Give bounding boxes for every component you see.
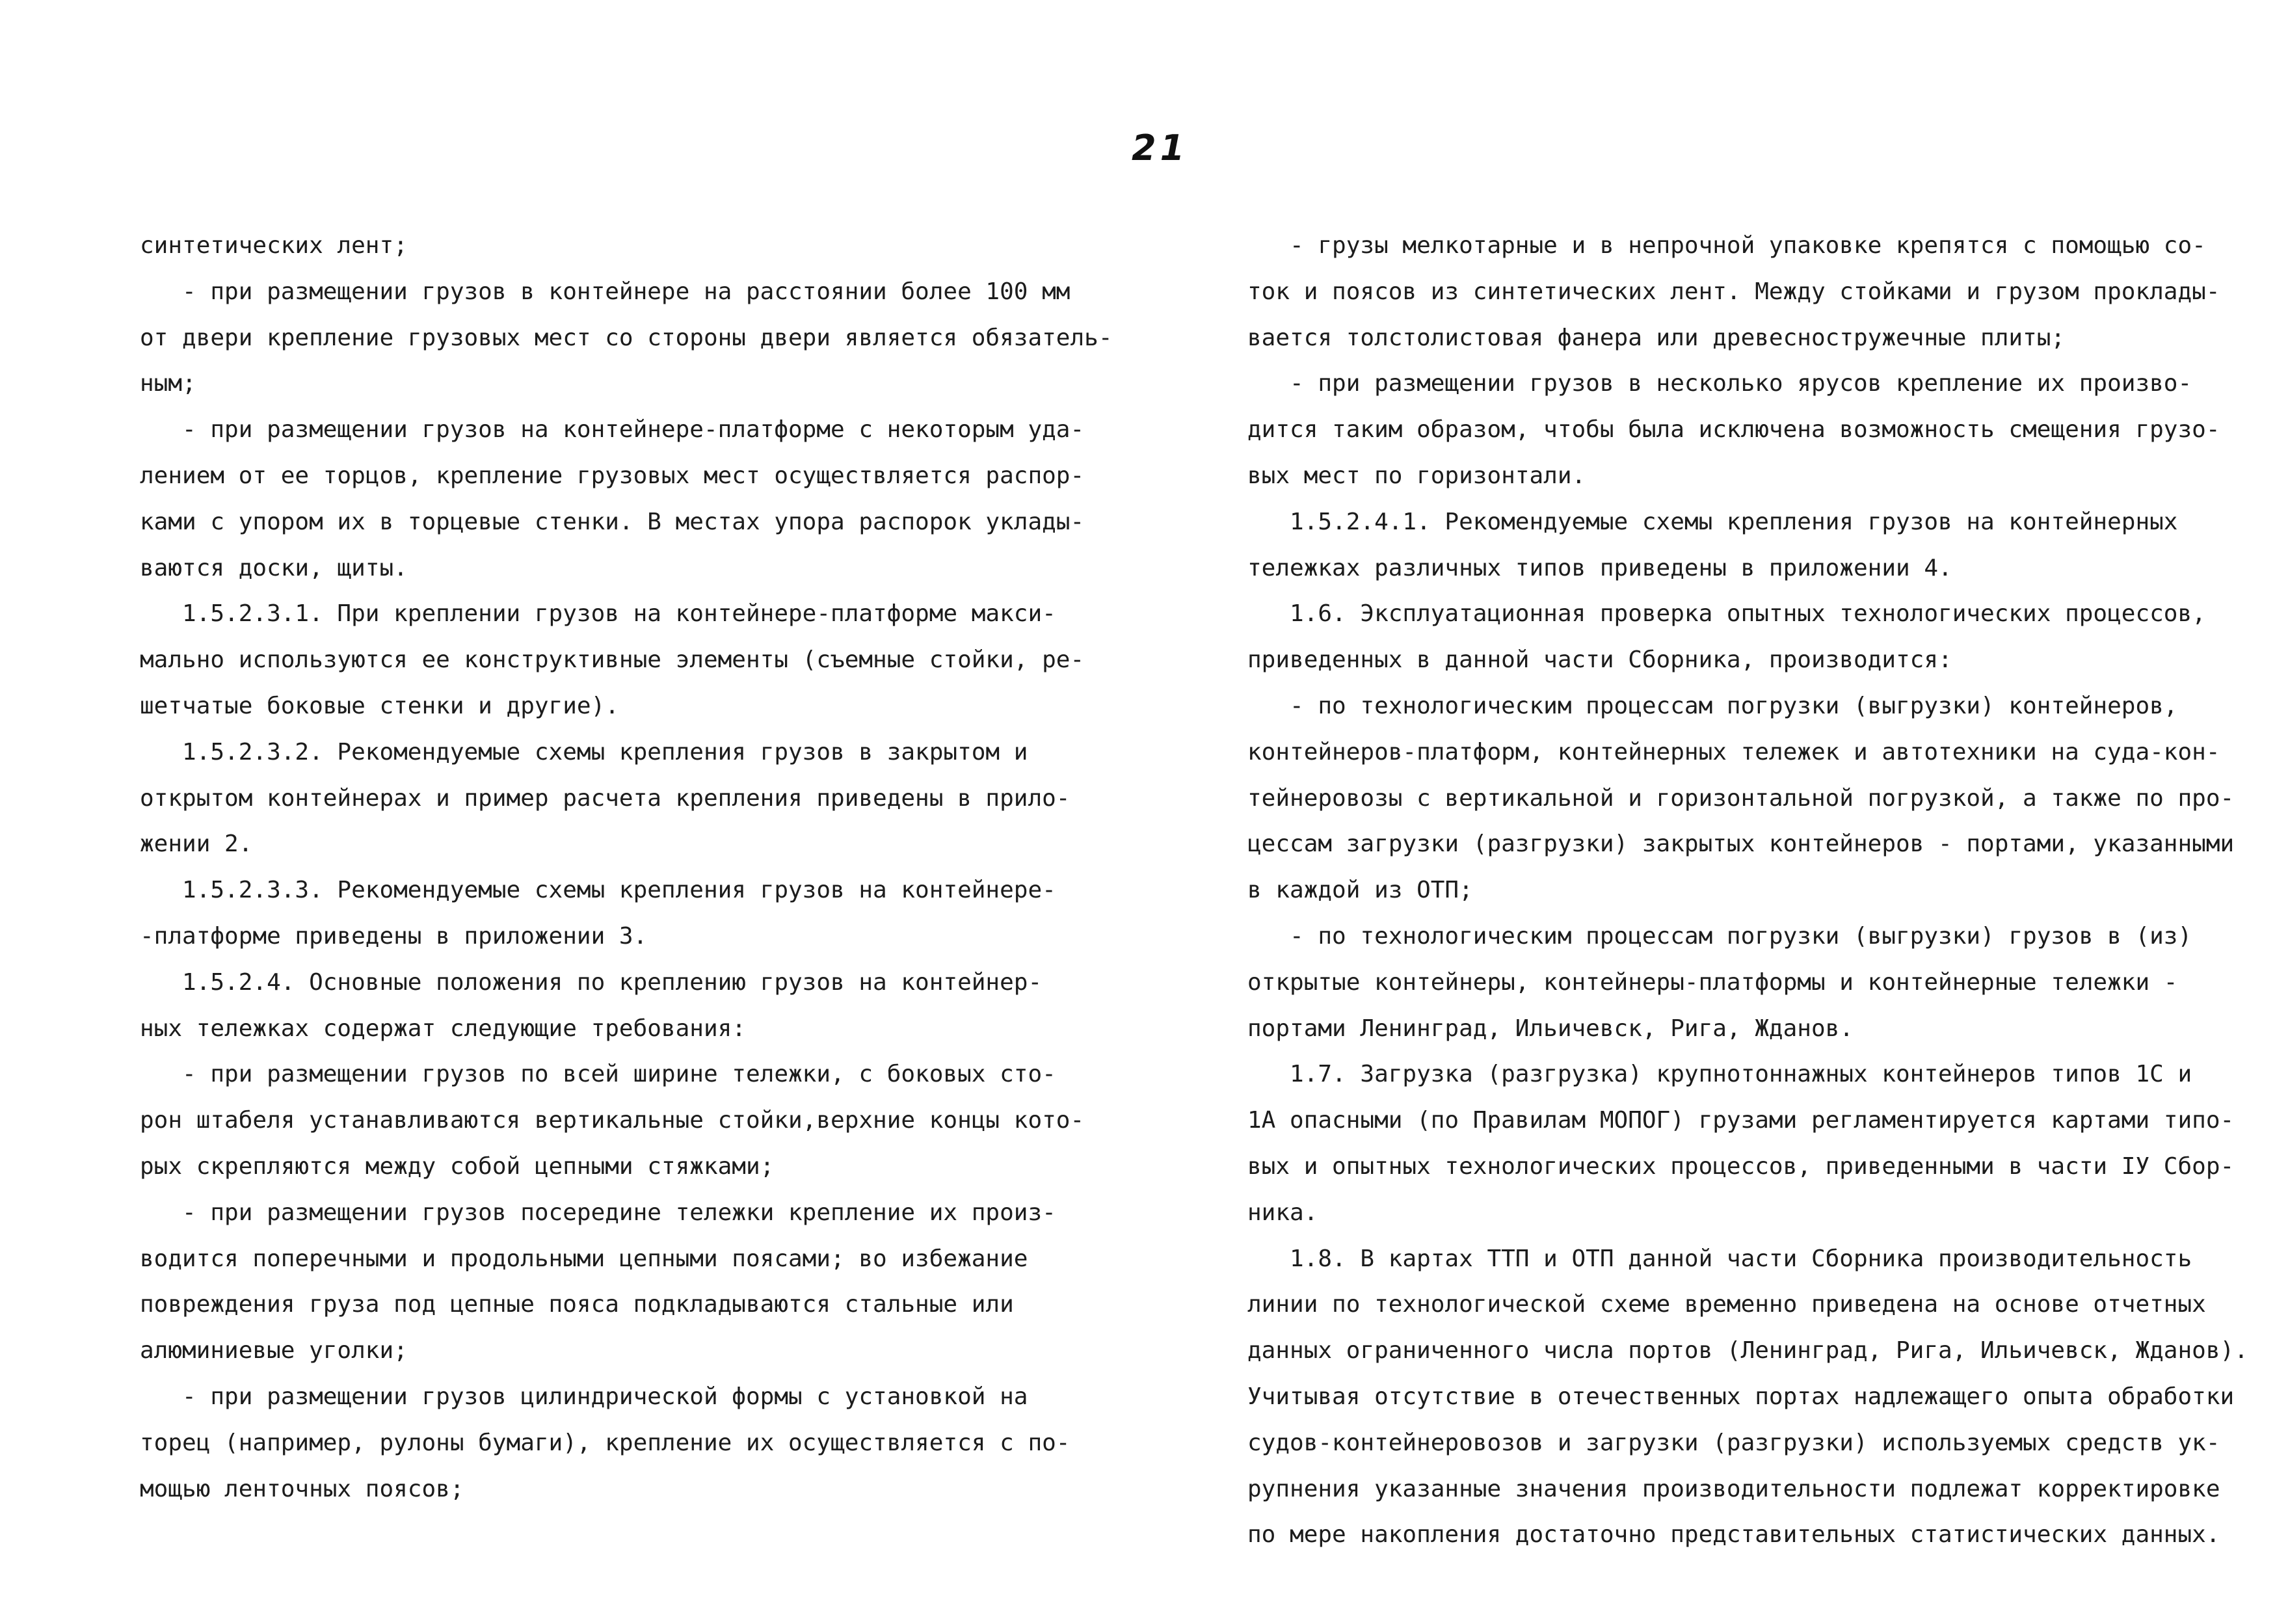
text-line: ваются доски, щиты. xyxy=(140,554,408,581)
text-line: торец (например, рулоны бумаги), крепление их осуществляется с по- xyxy=(140,1429,1071,1456)
page-number: 21 xyxy=(1132,127,1189,168)
text-line: тележках различных типов приведены в приложении 4. xyxy=(1247,554,1952,581)
text-line: открытые контейнеры, контейнеры-платформы и контейнерные тележки - xyxy=(1247,968,2178,996)
text-line: жении 2. xyxy=(140,831,253,858)
text-line: вых мест по горизонтали. xyxy=(1247,462,1586,489)
text-line: 1А опасными (по Правилам МОПОГ) грузами регламентируется картами типо- xyxy=(1247,1107,2235,1134)
text-line: синтетических лент; xyxy=(140,232,408,259)
text-line: -платформе приведены в приложении 3. xyxy=(140,922,648,950)
text-line: 1.5.2.3.1. При креплении грузов на контейнере-платформе макси- xyxy=(140,600,1056,628)
text-line: 1.5.2.4.1. Рекомендуемые схемы крепления грузов на контейнерных xyxy=(1247,508,2178,535)
text-line: контейнеров-платформ, контейнерных тележек и автотехники на суда-кон- xyxy=(1247,738,2220,765)
left-text-column xyxy=(140,223,1128,1512)
text-line: - при размещении грузов в несколько ярусов крепление их произво- xyxy=(1247,370,2192,397)
text-line: 1.6. Эксплуатационная проверка опытных технологических процессов, xyxy=(1247,600,2206,628)
text-line: рых скрепляются между собой цепными стяжками; xyxy=(140,1152,775,1180)
text-line: судов-контейнеровозов и загрузки (разгрузки) используемых средств ук- xyxy=(1247,1429,2220,1456)
text-line: тейнеровозы с вертикальной и горизонтальной погрузкой, а также по про- xyxy=(1247,784,2235,812)
text-line: рон штабеля устанавливаются вертикальные стойки,верхние концы кото- xyxy=(140,1107,1085,1134)
text-line: портами Ленинград, Ильичевск, Рига, Жданов. xyxy=(1247,1015,1854,1042)
text-line: лением от ее торцов, крепление грузовых мест осуществляется распор- xyxy=(140,462,1085,489)
text-line: - по технологическим процессам погрузки (выгрузки) контейнеров, xyxy=(1247,692,2178,719)
text-line: дится таким образом, чтобы была исключена возможность смещения грузо- xyxy=(1247,416,2220,444)
text-line: водится поперечными и продольными цепными поясами; во избежание xyxy=(140,1245,1028,1272)
text-line: - при размещении грузов посередине тележки крепление их произ- xyxy=(140,1199,1056,1226)
text-line: - грузы мелкотарные и в непрочной упаковке крепятся с помощью со- xyxy=(1247,232,2206,259)
text-line: открытом контейнерах и пример расчета крепления приведены в прило- xyxy=(140,784,1071,812)
text-line: линии по технологической схеме временно приведена на основе отчетных xyxy=(1247,1291,2206,1318)
text-line: приведенных в данной части Сборника, производится: xyxy=(1247,646,1952,674)
text-line: ток и поясов из синтетических лент. Между стойками и грузом проклады- xyxy=(1247,278,2220,305)
text-line: 1.7. Загрузка (разгрузка) крупнотоннажных контейнеров типов 1С и xyxy=(1247,1061,2192,1088)
text-line: - при размещении грузов цилиндрической формы с установкой на xyxy=(140,1383,1028,1410)
text-line: 1.5.2.3.2. Рекомендуемые схемы крепления грузов в закрытом и xyxy=(140,738,1028,765)
text-line: по мере накопления достаточно представительных статистических данных. xyxy=(1247,1521,2220,1549)
text-line: ками с упором их в торцевые стенки. В местах упора распорок уклады- xyxy=(140,508,1085,535)
text-line: ника. xyxy=(1247,1199,1318,1226)
text-line: 1.5.2.3.3. Рекомендуемые схемы крепления грузов на контейнере- xyxy=(140,877,1056,904)
text-line: ным; xyxy=(140,370,196,397)
text-line: повреждения груза под цепные пояса подкладываются стальные или xyxy=(140,1291,1014,1318)
text-line: шетчатые боковые стенки и другие). xyxy=(140,692,619,719)
text-line: от двери крепление грузовых мест со стороны двери является обязатель- xyxy=(140,324,1113,351)
text-line: рупнения указанные значения производительности подлежат корректировке xyxy=(1247,1475,2220,1502)
text-line: - при размещении грузов на контейнере-платформе с некоторым уда- xyxy=(140,416,1085,444)
text-line: цессам загрузки (разгрузки) закрытых контейнеров - портами, указанными xyxy=(1247,831,2235,858)
text-line: Учитывая отсутствие в отечественных портах надлежащего опыта обработки xyxy=(1247,1383,2235,1410)
text-line: - по технологическим процессам погрузки (выгрузки) грузов в (из) xyxy=(1247,922,2192,950)
text-line: 1.5.2.4. Основные положения по креплению грузов на контейнер- xyxy=(140,968,1043,996)
text-line: в каждой из ОТП; xyxy=(1247,877,1473,904)
text-line: 1.8. В картах ТТП и ОТП данной части Сборника производительность xyxy=(1247,1245,2192,1272)
text-line: вых и опытных технологических процессов, приведенными в части IУ Сбор- xyxy=(1247,1152,2235,1180)
text-line: - при размещении грузов в контейнере на расстоянии более 100 мм xyxy=(140,278,1071,305)
right-text-column xyxy=(1247,223,2263,1558)
text-line: мощью ленточных поясов; xyxy=(140,1475,464,1502)
text-line: алюминиевые уголки; xyxy=(140,1337,408,1364)
text-line: мально используются ее конструктивные элементы (съемные стойки, ре- xyxy=(140,646,1085,674)
text-line: вается толстолистовая фанера или древесностружечные плиты; xyxy=(1247,324,2066,351)
text-line: - при размещении грузов по всей ширине тележки, с боковых сто- xyxy=(140,1061,1056,1088)
text-line: ных тележках содержат следующие требования: xyxy=(140,1015,746,1042)
text-line: данных ограниченного числа портов (Ленинград, Рига, Ильичевск, Жданов). xyxy=(1247,1337,2248,1364)
